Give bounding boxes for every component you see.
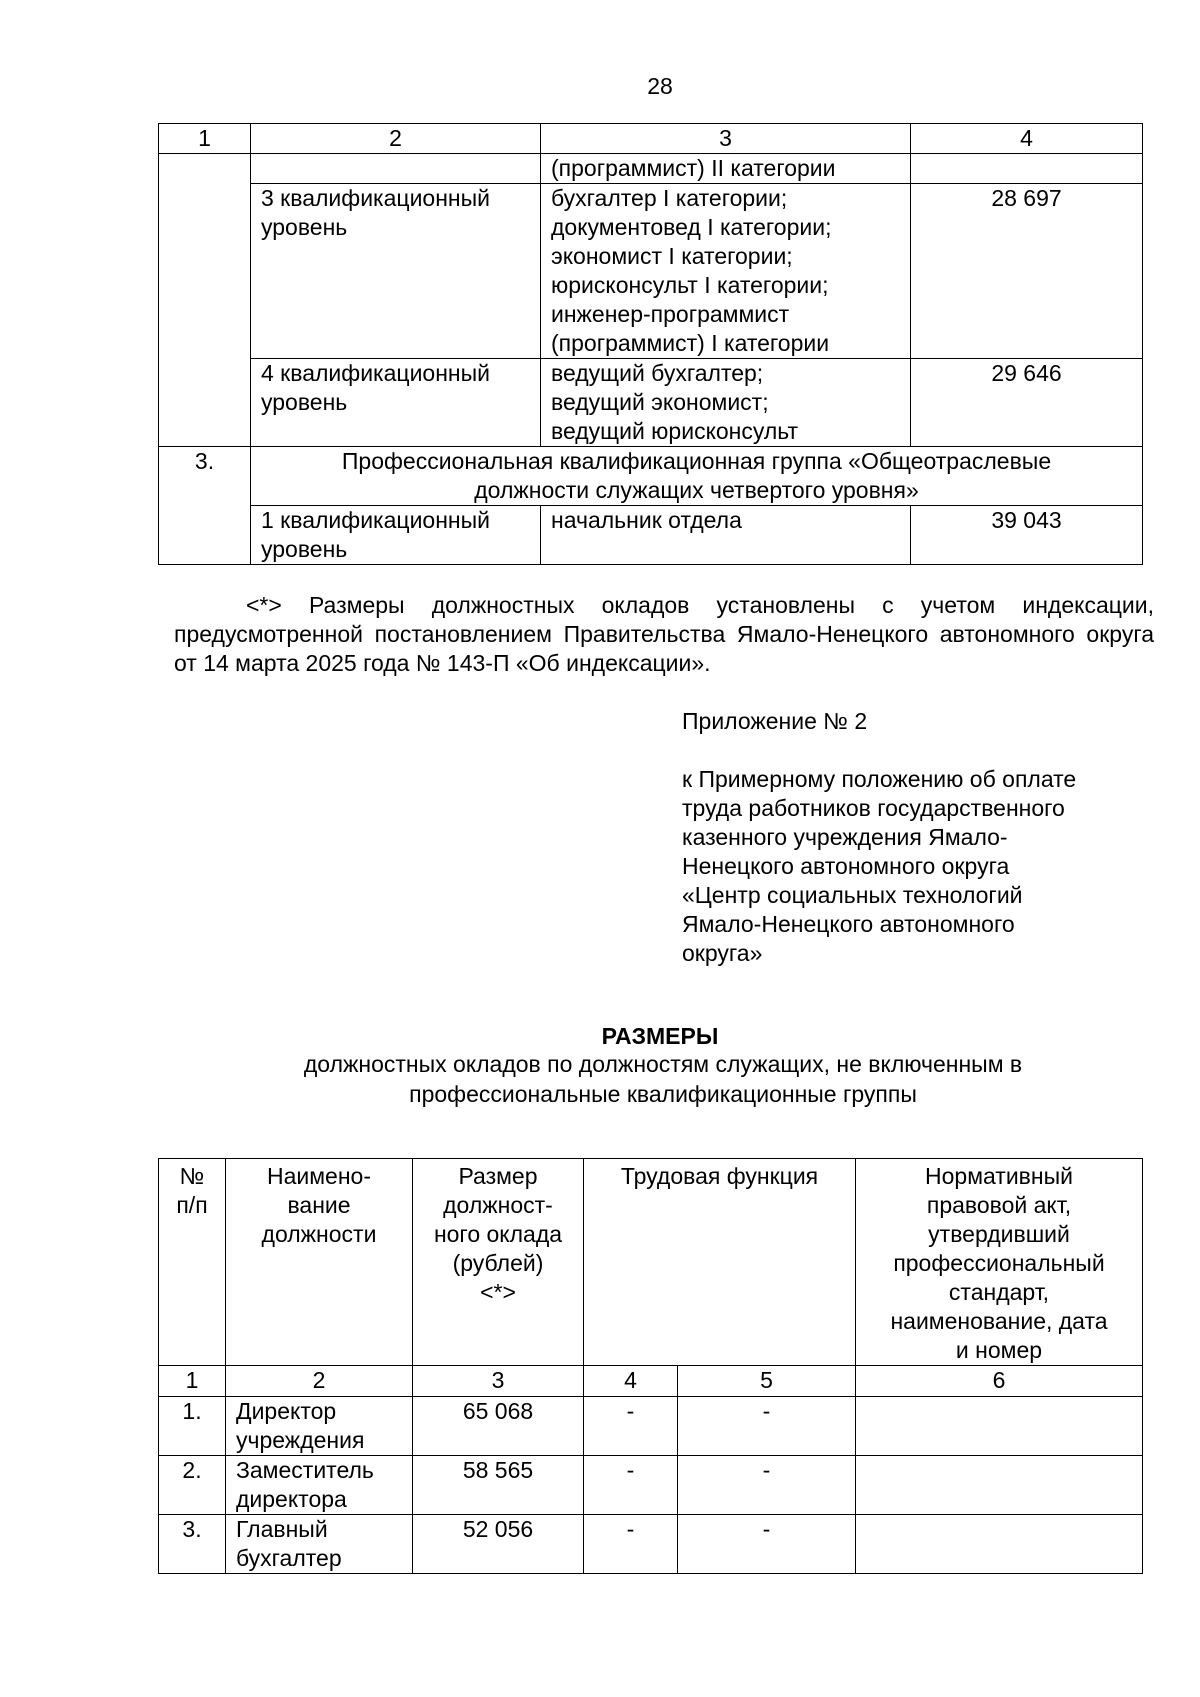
table-header-cell: 1 (159, 124, 251, 154)
level-cell: 4 квалификационный уровень (251, 359, 541, 447)
table-row (159, 184, 1143, 359)
function-cell: - (678, 1456, 856, 1515)
positions-cell: ведущий бухгалтер; ведущий экономист; ведущий юрисконсульт (541, 359, 911, 447)
position-name: Главный бухгалтер (226, 1515, 413, 1574)
salary-cell: 39 043 (911, 506, 1143, 565)
column-number: 4 (584, 1366, 678, 1397)
column-number: 2 (226, 1366, 413, 1397)
act-cell (856, 1515, 1143, 1574)
column-number: 5 (678, 1366, 856, 1397)
group-number-cell: 3. (159, 447, 251, 565)
function-cell: - (584, 1397, 678, 1456)
function-cell: - (678, 1515, 856, 1574)
section-heading: РАЗМЕРЫ (601, 1023, 719, 1049)
section-subtitle: должностных окладов по должностям служащих, не включенным в профессиональные квалификационные группы (303, 1051, 1023, 1107)
group-number-cell (159, 154, 251, 447)
row-number: 1. (159, 1397, 226, 1456)
position-name: Заместитель директора (226, 1456, 413, 1515)
salary-cell (911, 154, 1143, 184)
group-row (159, 447, 1143, 506)
header-name: Наимено- вание должности (226, 1159, 413, 1366)
row-number: 3. (159, 1515, 226, 1574)
act-cell (856, 1397, 1143, 1456)
salary-cell: 28 697 (911, 184, 1143, 359)
page-number: 28 (647, 73, 673, 99)
function-cell: - (584, 1456, 678, 1515)
salary-value: 58 565 (413, 1456, 584, 1515)
table-row (159, 1515, 1143, 1574)
column-number-row (159, 1366, 1143, 1397)
positions-cell: (программист) II категории (541, 154, 911, 184)
table-row (159, 506, 1143, 565)
positions-cell: бухгалтер I категории; документовед I категории; экономист I категории; юрисконсульт I категории; инженер-программист (программист) I категории (541, 184, 911, 359)
column-number: 1 (159, 1366, 226, 1397)
footnote: <*> Размеры должностных окладов установлены с учетом индексации, предусмотренной постановлением Правительства Ямало-Ненецкого автономного округа от 14 марта 2025 года № 143-П «Об индексации». (174, 592, 1154, 676)
salary-value: 65 068 (413, 1397, 584, 1456)
qualification-table (158, 123, 1143, 565)
header-num: № п/п (159, 1159, 226, 1366)
salary-table (158, 1158, 1143, 1574)
appendix-description: к Примерному положению об оплате труда работников государственного казенного учреждения Ямало- Ненецкого автономного округа «Центр социальных технологий Ямало-Ненецкого автономного округа» (682, 766, 1077, 966)
header-act: Нормативный правовой акт, утвердивший профессиональный стандарт, наименование, дата и номер (856, 1159, 1143, 1366)
table-header-row (159, 124, 1143, 154)
group-title-cell: Профессиональная квалификационная группа «Общеотраслевые должности служащих четвертого уровня» (251, 447, 1143, 506)
salary-cell: 29 646 (911, 359, 1143, 447)
level-cell: 3 квалификационный уровень (251, 184, 541, 359)
table-header-row (159, 1159, 1143, 1366)
table-header-cell: 4 (911, 124, 1143, 154)
level-cell (251, 154, 541, 184)
table-row (159, 1456, 1143, 1515)
function-cell: - (678, 1397, 856, 1456)
appendix-title: Приложение № 2 (682, 708, 868, 734)
salary-value: 52 056 (413, 1515, 584, 1574)
header-function: Трудовая функция (584, 1159, 856, 1366)
function-cell: - (584, 1515, 678, 1574)
table-row (159, 1397, 1143, 1456)
table-header-cell: 3 (541, 124, 911, 154)
column-number: 6 (856, 1366, 1143, 1397)
column-number: 3 (413, 1366, 584, 1397)
table-header-cell: 2 (251, 124, 541, 154)
table-row (159, 359, 1143, 447)
row-number: 2. (159, 1456, 226, 1515)
positions-cell: начальник отдела (541, 506, 911, 565)
position-name: Директор учреждения (226, 1397, 413, 1456)
header-salary: Размер должност- ного оклада (рублей) <*> (413, 1159, 584, 1366)
level-cell: 1 квалификационный уровень (251, 506, 541, 565)
act-cell (856, 1456, 1143, 1515)
table-row (159, 154, 1143, 184)
